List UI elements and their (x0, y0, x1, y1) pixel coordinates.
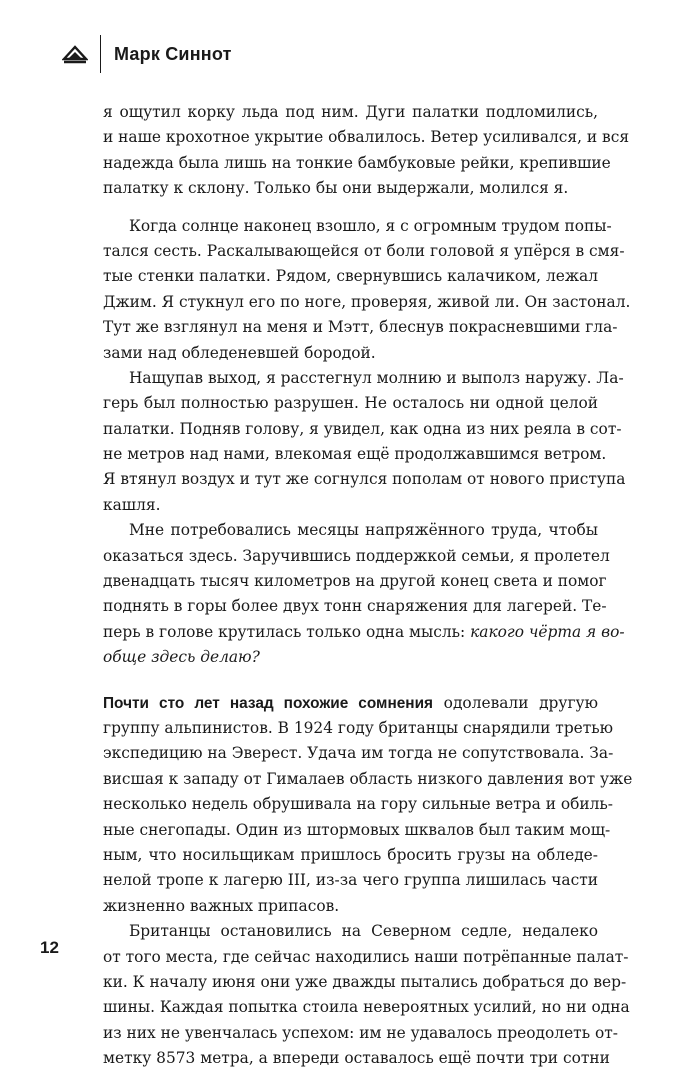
text-line: висшая к западу от Гималаев область низкого давления вот уже (103, 769, 633, 788)
text-line: тые стенки палатки. Рядом, свернувшись калачиком, лежал (103, 267, 598, 286)
text-line: нелой тропе к лагерю III, из-за чего группа лишилась части (103, 871, 598, 890)
text-line: ным, что носильщикам пришлось бросить грузы на обледе- (103, 845, 598, 864)
paragraph (103, 919, 630, 1071)
text-line: герь был полностью разрушен. Не осталось ни одной целой (103, 394, 598, 413)
text-line: несколько недель обрушивала на гору сильные ветра и обиль- (103, 795, 613, 814)
text-line: ные снегопады. Один из штормовых шквалов был таким мощ- (103, 820, 611, 839)
text-line: Джим. Я стукнул его по ноге, проверяя, живой ли. Он застонал. (103, 292, 631, 311)
text-line: и наше крохотное укрытие обвалилось. Ветер усиливался, и вся (103, 128, 630, 147)
text-line: тался сесть. Раскалывающейся от боли головой я упёрся в смя- (103, 241, 625, 260)
text-line: оказаться здесь. Заручившись поддержкой семьи, я пролетел (103, 546, 610, 565)
text-line: палатки. Подняв голову, я увидел, как одна из них реяла в сот- (103, 419, 622, 438)
text-line: не метров над нами, влекомая ещё продолжавшимся ветром. (103, 445, 607, 464)
text-run: перь в голове крутилась только одна мысль: (103, 622, 471, 641)
bold-lead-in: Почти сто лет назад похожие сомнения (103, 694, 434, 712)
paragraph (103, 100, 630, 202)
running-header (62, 34, 232, 74)
text-line: палатку к склону. Только бы они выдержали, молился я. (103, 179, 569, 198)
text-line: Мне потребовались месяцы напряжённого труда, чтобы (129, 521, 598, 540)
text-line: Когда солнце наконец взошло, я с огромным трудом попы- (129, 216, 612, 235)
text-line: двенадцать тысяч километров на другой конец света и помог (103, 572, 607, 591)
text-line: Тут же взглянул на меня и Мэтт, блеснув покрасневшими гла- (103, 318, 618, 337)
text-line (103, 645, 598, 670)
text-line: жизненно важных припасов. (103, 896, 340, 915)
text-line: из них не увенчалась успехом: им не удавалось преодолеть от- (103, 1023, 618, 1042)
text-line: Нащупав выход, я расстегнул молнию и выполз наружу. Ла- (129, 368, 624, 387)
text-line: кашля. (103, 495, 161, 514)
paragraph (103, 214, 631, 366)
italic-text: какого чёрта я во- (470, 622, 625, 641)
italic-text: обще здесь делаю? (103, 648, 260, 667)
paragraph (103, 691, 633, 920)
text-line: зами над обледеневшей бородой. (103, 343, 376, 362)
paragraph (103, 518, 625, 670)
author-name: Марк Синнот (114, 43, 232, 64)
text-line: Я втянул воздух и тут же согнулся пополам от нового приступа (103, 470, 626, 489)
body-text (103, 100, 633, 1071)
text-line: я ощутил корку льда под ним. Дуги палатки подломились, (103, 103, 598, 121)
text-line: группу альпинистов. В 1924 году британцы снарядили третью (103, 718, 614, 737)
text-line (103, 691, 598, 716)
text-line: от того места, где сейчас находились наши потрёпанные палат- (103, 947, 629, 966)
mountain-logo-icon (62, 41, 88, 67)
text-line: Британцы остановились на Северном седле, недалеко (129, 922, 598, 941)
text-line: поднять в горы более двух тонн снаряжения для лагерей. Те- (103, 597, 607, 616)
text-line: метку 8573 метра, а впереди оставалось ещё почти три сотни (103, 1049, 610, 1068)
text-line: ки. К началу июня они уже дважды пытались добраться до вер- (103, 972, 627, 991)
text-line: шины. Каждая попытка стоила невероятных усилий, но ни одна (103, 998, 630, 1017)
text-line (103, 620, 625, 645)
text-line: экспедицию на Эверест. Удача им тогда не сопутствовала. За- (103, 744, 614, 763)
header-divider (100, 35, 101, 73)
text-run: одолевали другую (433, 693, 598, 712)
paragraph (103, 366, 626, 518)
text-line: надежда была лишь на тонкие бамбуковые рейки, крепившие (103, 153, 611, 172)
page-number: 12 (40, 938, 59, 957)
